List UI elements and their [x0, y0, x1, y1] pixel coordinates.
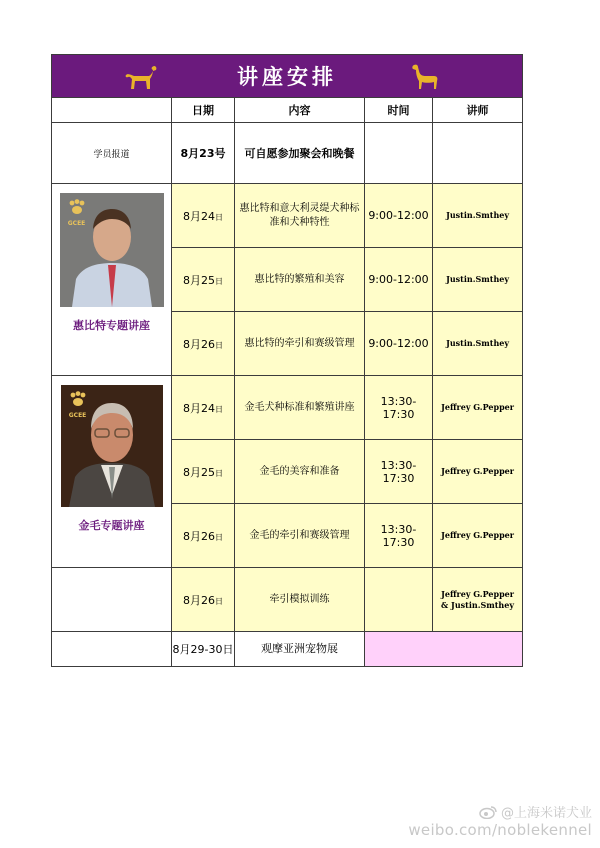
expo-empty-cell: [52, 632, 172, 667]
session-date: 8月25日: [172, 248, 235, 312]
registration-date: 8月23号: [172, 123, 235, 184]
gcee-logo-text: GCEE: [67, 220, 86, 227]
practice-lecturer: [433, 568, 523, 632]
session-date: 8月26日: [172, 504, 235, 568]
session-date: 8月25日: [172, 440, 235, 504]
page-title: 讲座安排: [237, 64, 338, 89]
session-content: 金毛的牵引和赛级管理: [235, 504, 365, 568]
session-date: 8月26日: [172, 312, 235, 376]
schedule-table: [51, 54, 523, 667]
speaker-cell-golden: [52, 376, 172, 568]
session-content: 惠比特的牵引和赛级管理: [235, 312, 365, 376]
header-content: 内容: [235, 98, 365, 123]
session-lecturer: Justin.Smthey: [433, 312, 523, 376]
expo-time-cell: [365, 632, 523, 667]
paw-icon: [67, 199, 87, 215]
session-time: 13:30-17:30: [365, 440, 433, 504]
header-time: 时间: [365, 98, 433, 123]
speaker-photo: [61, 385, 163, 507]
session-lecturer: Justin.Smthey: [433, 184, 523, 248]
gcee-logo-text: GCEE: [68, 412, 87, 419]
session-time: 13:30-17:30: [365, 504, 433, 568]
expo-date: 8月29-30日: [172, 632, 235, 667]
practice-lecturer-line1: Jeffrey G.Pepper: [441, 588, 514, 599]
speaker-photo: [60, 193, 164, 307]
session-time: 9:00-12:00: [365, 184, 433, 248]
header-col1: [52, 98, 172, 123]
title-bar: [52, 55, 523, 98]
session-lecturer: Jeffrey G.Pepper: [433, 504, 523, 568]
session-content: 惠比特的繁殖和美容: [235, 248, 365, 312]
practice-date: 8月26日: [172, 568, 235, 632]
session-date: 8月24日: [172, 184, 235, 248]
expo-content: 观摩亚洲宠物展: [235, 632, 365, 667]
session-content: 金毛的美容和准备: [235, 440, 365, 504]
practice-empty-cell: [52, 568, 172, 632]
watermark-account: @上海米诺犬业: [500, 806, 592, 821]
speaker-title: 惠比特专题讲座: [73, 319, 150, 332]
session-date: 8月24日: [172, 376, 235, 440]
practice-time: [365, 568, 433, 632]
session-content: 金毛犬种标准和繁殖讲座: [235, 376, 365, 440]
practice-content: 牵引模拟训练: [235, 568, 365, 632]
speaker-title: 金毛专题讲座: [78, 519, 145, 532]
golden-retriever-icon: [124, 63, 158, 91]
session-lecturer: Jeffrey G.Pepper: [433, 376, 523, 440]
session-time: 9:00-12:00: [365, 312, 433, 376]
session-lecturer: Justin.Smthey: [433, 248, 523, 312]
weibo-watermark: [408, 802, 592, 839]
speaker-cell-whippet: [52, 184, 172, 376]
paw-icon: [68, 391, 88, 407]
session-time: 13:30-17:30: [365, 376, 433, 440]
whippet-icon: [410, 63, 440, 91]
header-date: 日期: [172, 98, 235, 123]
registration-content: 可自愿参加聚会和晚餐: [235, 123, 365, 184]
session-lecturer: Jeffrey G.Pepper: [433, 440, 523, 504]
session-content: 惠比特和意大利灵缇犬种标准和犬种特性: [235, 184, 365, 248]
weibo-icon: [479, 805, 497, 819]
session-time: 9:00-12:00: [365, 248, 433, 312]
gcee-logo: [65, 391, 91, 419]
practice-lecturer-line2: & Justin.Smthey: [441, 599, 514, 610]
watermark-url: weibo.com/noblekennel: [408, 821, 592, 839]
gcee-logo: [64, 199, 90, 227]
registration-label: 学员报道: [52, 123, 172, 184]
registration-lecturer: [433, 123, 523, 184]
header-lecturer: 讲师: [433, 98, 523, 123]
registration-time: [365, 123, 433, 184]
